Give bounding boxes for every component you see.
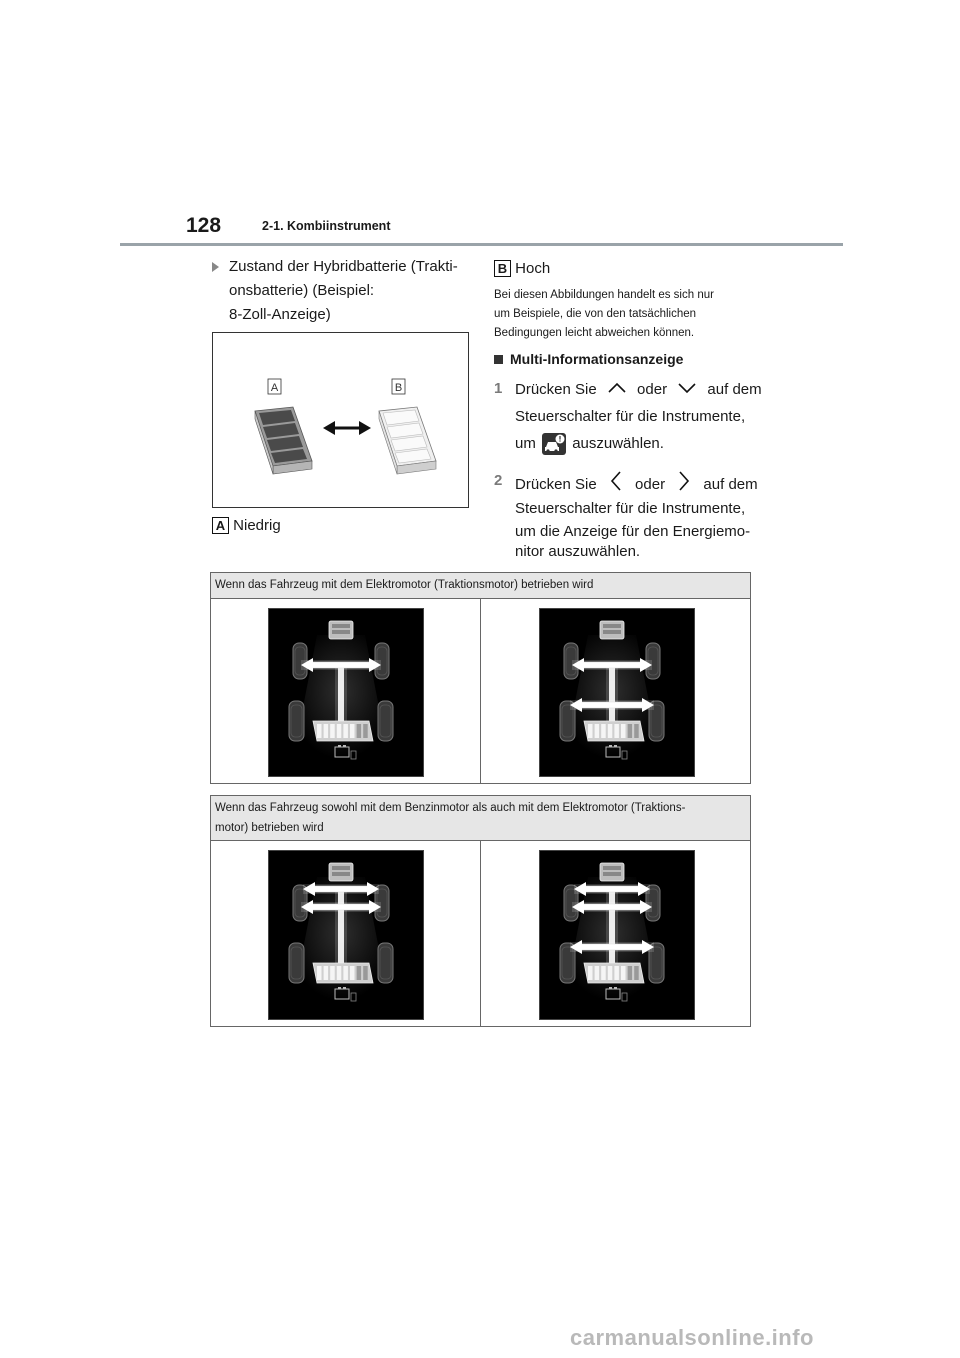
battery-heading-line: onsbatterie) (Beispiel:	[229, 282, 375, 299]
step-2-text: oder	[635, 475, 666, 493]
step-1-line1	[515, 378, 765, 402]
caption-letter-a: A	[212, 517, 229, 534]
step-2-line4: nitor auszuwählen.	[515, 543, 641, 560]
table-1-header-text: Wenn das Fahrzeug mit dem Elektromotor (Traktionsmotor) betrieben wird	[215, 579, 594, 591]
battery-heading-line: Zustand der Hybridbatterie (Trakti-	[229, 258, 458, 275]
energy-monitor-screen	[268, 608, 424, 777]
chevron-right-icon	[669, 470, 699, 500]
caption-low-text: Niedrig	[233, 517, 281, 534]
figure-label-b: B	[394, 382, 403, 394]
figure-label-a: A	[270, 382, 279, 394]
table-2-header-line: Wenn das Fahrzeug sowohl mit dem Benzinmotor als auch mit dem Elektromotor (Traktions-	[215, 802, 686, 814]
table-2-header	[210, 795, 751, 841]
square-bullet-icon	[494, 355, 503, 364]
battery-figure	[212, 332, 469, 508]
step-2-line1	[515, 470, 765, 500]
page-number: 128	[186, 214, 222, 237]
table-1-header	[210, 572, 751, 599]
header-rule	[120, 243, 843, 246]
vehicle-info-icon	[542, 433, 566, 455]
step-1-text: um	[515, 435, 536, 452]
note-line: Bei diesen Abbildungen handelt es sich nur	[494, 289, 714, 301]
step-1-number: 1	[494, 380, 503, 397]
battery-heading-line: 8-Zoll-Anzeige)	[229, 306, 331, 323]
step-1-line2: Steuerschalter für die Instrumente,	[515, 408, 746, 425]
watermark: carmanualsonline.info	[570, 1325, 814, 1350]
note-text	[494, 286, 764, 343]
caption-letter-b: B	[494, 260, 511, 277]
battery-low-icon	[255, 407, 312, 474]
battery-heading	[229, 255, 469, 327]
energy-monitor-screen	[539, 850, 695, 1020]
caption-low	[212, 514, 281, 538]
bullet-arrow-icon	[212, 262, 219, 272]
note-line: Bedingungen leicht abweichen können.	[494, 327, 695, 339]
table-2-header-line: motor) betrieben wird	[215, 822, 324, 834]
section-title: 2-1. Kombiinstrument	[262, 219, 391, 233]
double-arrow-icon	[323, 421, 371, 435]
step-1-text: Drücken Sie	[515, 381, 597, 398]
caption-high-text: Hoch	[515, 260, 551, 277]
battery-high-icon	[379, 407, 436, 474]
subheading: Multi-Informationsanzeige	[510, 351, 684, 367]
step-2-text: auf dem	[703, 475, 758, 493]
caption-high	[494, 257, 550, 281]
step-1-text: oder	[637, 381, 668, 398]
energy-monitor-screen	[268, 850, 424, 1020]
step-1-text: auszuwählen.	[572, 435, 664, 452]
note-line: um Beispiele, die von den tatsächlichen	[494, 308, 697, 320]
battery-illustration	[213, 333, 468, 507]
chevron-up-icon	[601, 378, 633, 402]
chevron-down-icon	[671, 378, 703, 402]
step-2-text: Drücken Sie	[515, 475, 597, 493]
step-1-text: auf dem	[707, 381, 762, 398]
energy-monitor-screen	[539, 608, 695, 777]
step-2-line3: um die Anzeige für den Energiemo-	[515, 523, 751, 540]
table-1-cell-divider	[480, 598, 481, 784]
chevron-left-icon	[601, 470, 631, 500]
step-1-line3	[515, 432, 664, 456]
table-2-cell-divider	[480, 840, 481, 1027]
step-2-line2: Steuerschalter für die Instrumente,	[515, 500, 746, 517]
step-2-number: 2	[494, 472, 503, 489]
